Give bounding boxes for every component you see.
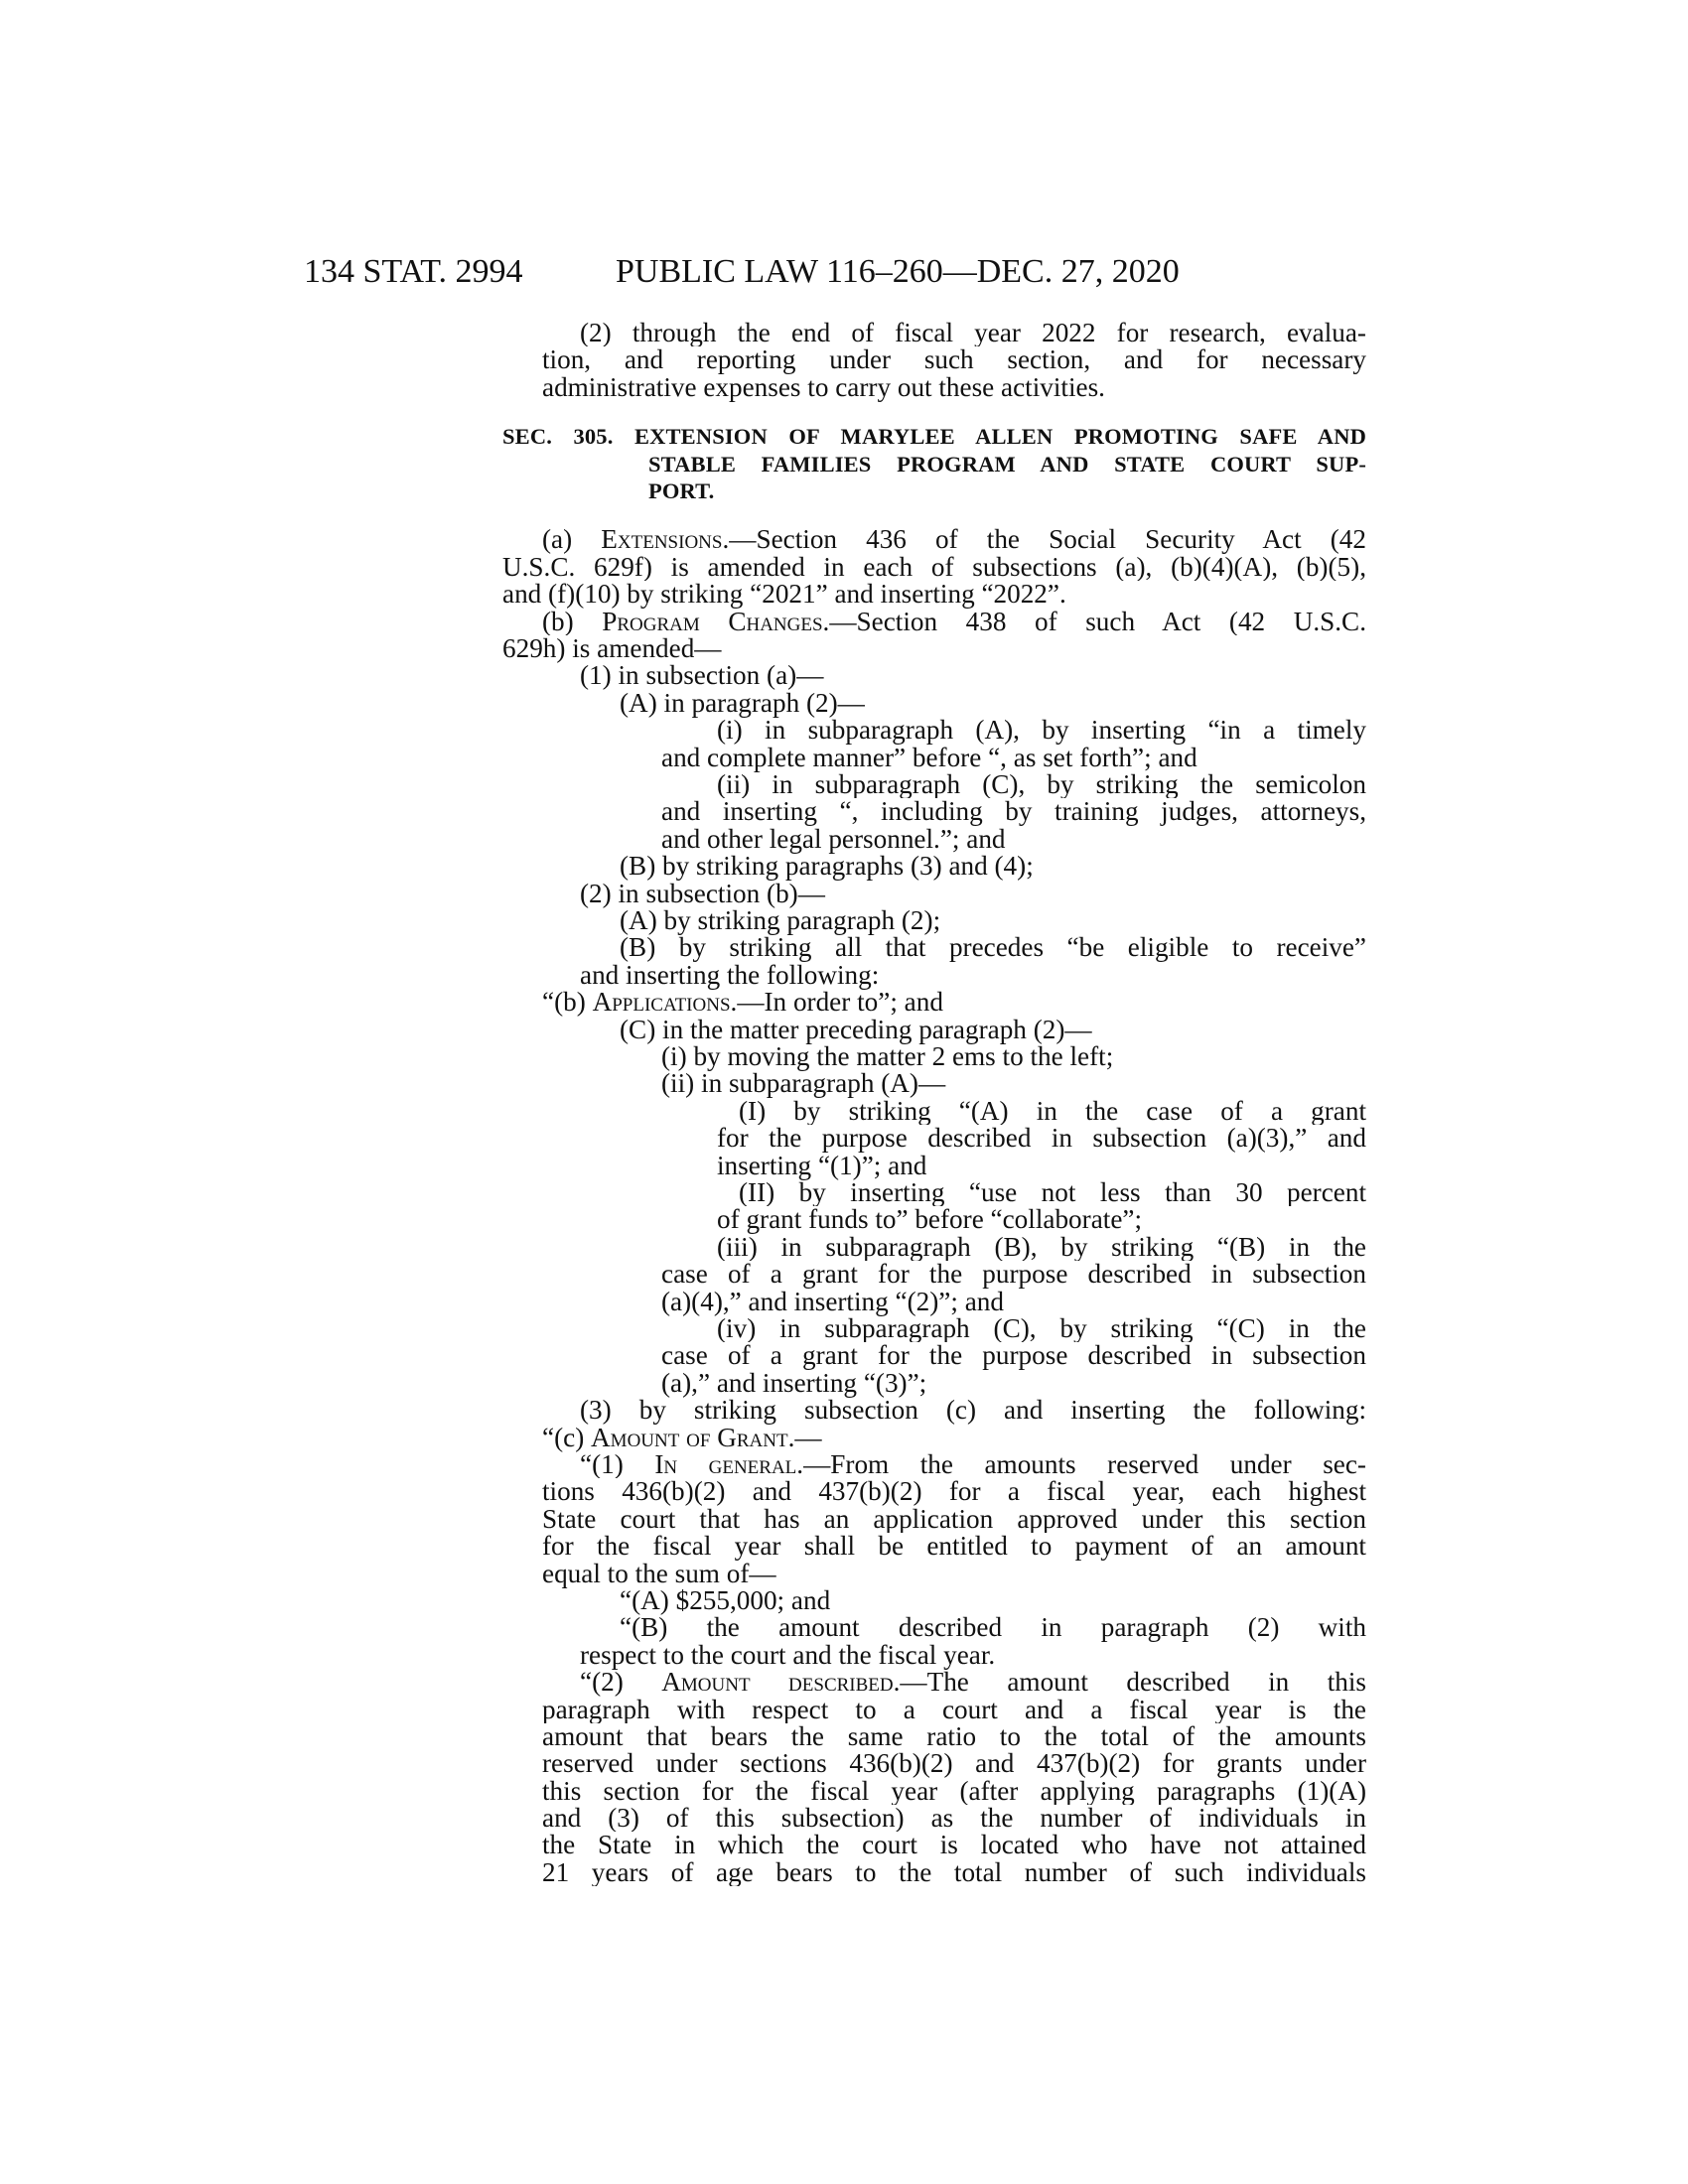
- line-text: (3) by striking subsection (c) and inserting the following:: [580, 1397, 1366, 1425]
- text-line: [502, 1451, 1366, 1478]
- line-text-continued: .—: [787, 1422, 822, 1452]
- paragraph-gap: [502, 401, 1366, 423]
- line-text: (iii) in subparagraph (B), by striking “(B) in the: [717, 1233, 1366, 1262]
- text-line: [502, 687, 1366, 718]
- line-text: respect to the court and the fiscal year.: [580, 1639, 996, 1670]
- line-text: (B) by striking all that precedes “be eligible to receive”: [620, 934, 1366, 962]
- text-line: [502, 1150, 1366, 1180]
- text-line: [502, 1014, 1366, 1044]
- text-line: [502, 1286, 1366, 1316]
- line-text: (B) by striking paragraphs (3) and (4);: [620, 851, 1034, 882]
- line-text: 21 years of age bears to the total number of such individuals: [542, 1858, 1366, 1887]
- line-text: the State in which the court is located who have not attained: [542, 1832, 1366, 1859]
- text-line: [502, 1397, 1366, 1424]
- text-line: [502, 1179, 1366, 1206]
- line-text: State court that has an application approved under this section: [542, 1505, 1366, 1534]
- line-text-continued: .—From the amounts reserved under sec-: [796, 1450, 1366, 1479]
- text-line: [502, 346, 1366, 373]
- line-text: (iv) in subparagraph (C), by striking “(C) in the: [717, 1314, 1366, 1343]
- text-line: [502, 934, 1366, 961]
- small-caps-heading: In general: [654, 1450, 797, 1479]
- line-text: this section for the fiscal year (after applying paragraphs (1)(A): [542, 1777, 1366, 1806]
- line-text: (2) in subsection (b)—: [580, 878, 825, 908]
- line-text: 629h) is amended—: [502, 632, 722, 663]
- text-line: [502, 1040, 1366, 1071]
- text-line: [502, 1422, 1366, 1452]
- line-text: of grant funds to” before “collaborate”;: [717, 1204, 1143, 1235]
- small-caps-heading: Program Changes: [602, 608, 823, 635]
- text-line: [502, 320, 1366, 346]
- line-text: “(b): [542, 987, 593, 1018]
- line-text: (a): [542, 526, 602, 554]
- text-line: [502, 878, 1366, 908]
- line-text: and (3) of this subsection) as the number of individuals in: [542, 1805, 1366, 1833]
- text-line: [502, 526, 1366, 553]
- line-text: reserved under sections 436(b)(2) and 437(b)(2) for grants under: [542, 1750, 1366, 1778]
- text-line: [502, 1261, 1366, 1288]
- text-line: [502, 771, 1366, 798]
- line-text: (I) by striking “(A) in the case of a grant: [739, 1097, 1366, 1126]
- small-caps-heading: Extensions: [601, 526, 723, 554]
- small-caps-heading: Amount described: [661, 1669, 894, 1697]
- line-text: STABLE FAMILIES PROGRAM AND STATE COURT SUP-: [648, 451, 1366, 477]
- text-line: [502, 1070, 1366, 1097]
- line-text: (b): [542, 608, 603, 635]
- text-line: [502, 371, 1366, 402]
- text-line: [502, 1584, 1366, 1615]
- line-text: tion, and reporting under such section, and for necessary: [542, 346, 1366, 374]
- small-caps-heading: Amount of Grant: [591, 1422, 788, 1452]
- line-text: “(B) the amount described in paragraph (2) with: [620, 1614, 1366, 1642]
- line-text: and inserting “, including by training judges, attorneys,: [661, 798, 1366, 826]
- line-text: paragraph with respect to a court and a fiscal year is the: [542, 1696, 1366, 1723]
- text-line: [502, 1669, 1366, 1696]
- text-line: [502, 989, 1366, 1016]
- text-line: [502, 742, 1366, 772]
- line-text: (a)(4),” and inserting “(2)”; and: [661, 1286, 1004, 1316]
- line-text: case of a grant for the purpose described in subsection: [661, 1342, 1366, 1370]
- text-line: [502, 959, 1366, 990]
- text-line: [502, 554, 1366, 581]
- line-text: (1) in subsection (a)—: [580, 660, 824, 691]
- page-header: [304, 252, 1366, 292]
- line-text: PORT.: [648, 478, 715, 503]
- text-line: [502, 1832, 1366, 1858]
- text-line: [502, 717, 1366, 744]
- line-text: “(A) $255,000; and: [620, 1584, 831, 1615]
- text-line: [502, 662, 1366, 689]
- line-text-continued: .—Section 438 of such Act (42 U.S.C.: [822, 608, 1366, 635]
- line-text: (II) by inserting “use not less than 30 percent: [739, 1178, 1366, 1207]
- text-line: [502, 1478, 1366, 1505]
- line-text: (2) through the end of fiscal year 2022 for research, evalua-: [580, 320, 1366, 347]
- line-text: and other legal personnel.”; and: [661, 823, 1006, 854]
- line-text: (i) in subparagraph (A), by inserting “in a timely: [717, 717, 1366, 745]
- line-text: equal to the sum of—: [542, 1558, 776, 1588]
- line-text-continued: .—In order to”; and: [730, 987, 943, 1018]
- text-line: [502, 798, 1366, 825]
- line-text: (ii) in subparagraph (C), by striking the semicolon: [717, 770, 1366, 799]
- text-line: [502, 1342, 1366, 1369]
- line-text: for the fiscal year shall be entitled to payment of an amount: [542, 1533, 1366, 1561]
- statute-page-number: 134 STAT. 2994: [304, 253, 523, 290]
- text-line: [502, 1778, 1366, 1805]
- line-text: SEC. 305. EXTENSION OF MARYLEE ALLEN PROMOTING SAFE AND: [502, 424, 1366, 450]
- line-text-continued: .—The amount described in this: [893, 1669, 1366, 1697]
- text-line: [502, 1859, 1366, 1886]
- text-line: [502, 1315, 1366, 1342]
- line-text: U.S.C. 629f) is amended in each of subsections (a), (b)(4)(A), (b)(5),: [502, 553, 1366, 582]
- section-heading-line: [502, 451, 1366, 478]
- text-line: [502, 1805, 1366, 1832]
- text-line: [502, 1506, 1366, 1533]
- line-text: and inserting the following:: [580, 959, 880, 990]
- text-line: [502, 1367, 1366, 1398]
- text-line: [502, 1533, 1366, 1560]
- small-caps-heading: Applications: [592, 987, 731, 1018]
- text-line: [502, 609, 1366, 635]
- line-text: “(c): [542, 1422, 592, 1452]
- line-text: (A) by striking paragraph (2);: [620, 904, 941, 935]
- text-line: [502, 581, 1366, 608]
- public-law-citation: PUBLIC LAW 116–260—DEC. 27, 2020: [616, 253, 1180, 290]
- text-line: [502, 1697, 1366, 1723]
- text-line: [502, 823, 1366, 854]
- paragraph-gap: [502, 504, 1366, 526]
- line-text: (ii) in subparagraph (A)—: [661, 1068, 946, 1099]
- text-line: [502, 1750, 1366, 1777]
- text-line: [502, 1098, 1366, 1125]
- line-text: and (f)(10) by striking “2021” and inserting “2022”.: [502, 579, 1066, 610]
- line-text: “(1): [580, 1450, 655, 1479]
- line-text: administrative expenses to carry out these activities.: [542, 371, 1105, 402]
- text-line: [502, 1125, 1366, 1152]
- line-text: and complete manner” before “, as set forth”; and: [661, 742, 1197, 772]
- text-line: [502, 1206, 1366, 1233]
- text-line: [502, 1639, 1366, 1670]
- line-text: case of a grant for the purpose described in subsection: [661, 1261, 1366, 1289]
- text-line: [502, 1723, 1366, 1750]
- text-line: [502, 632, 1366, 663]
- section-heading-line: [502, 478, 1366, 504]
- line-text: “(2): [580, 1669, 662, 1697]
- section-heading-line: [502, 423, 1366, 450]
- line-text: (i) by moving the matter 2 ems to the left;: [661, 1040, 1114, 1071]
- text-line: [502, 853, 1366, 880]
- line-text: (C) in the matter preceding paragraph (2)—: [620, 1014, 1092, 1044]
- line-text: tions 436(b)(2) and 437(b)(2) for a fiscal year, each highest: [542, 1478, 1366, 1506]
- line-text: amount that bears the same ratio to the total of the amounts: [542, 1722, 1366, 1751]
- text-line: [502, 1234, 1366, 1261]
- text-line: [502, 1614, 1366, 1641]
- document-body: [502, 320, 1366, 1886]
- line-text: for the purpose described in subsection (a)(3),” and: [717, 1125, 1366, 1153]
- line-text: (a),” and inserting “(3)”;: [661, 1367, 927, 1398]
- text-line: [502, 904, 1366, 935]
- text-line: [502, 1558, 1366, 1588]
- line-text: inserting “(1)”; and: [717, 1150, 927, 1180]
- line-text: (A) in paragraph (2)—: [620, 687, 865, 718]
- line-text-continued: .—Section 436 of the Social Security Act (42: [722, 526, 1366, 554]
